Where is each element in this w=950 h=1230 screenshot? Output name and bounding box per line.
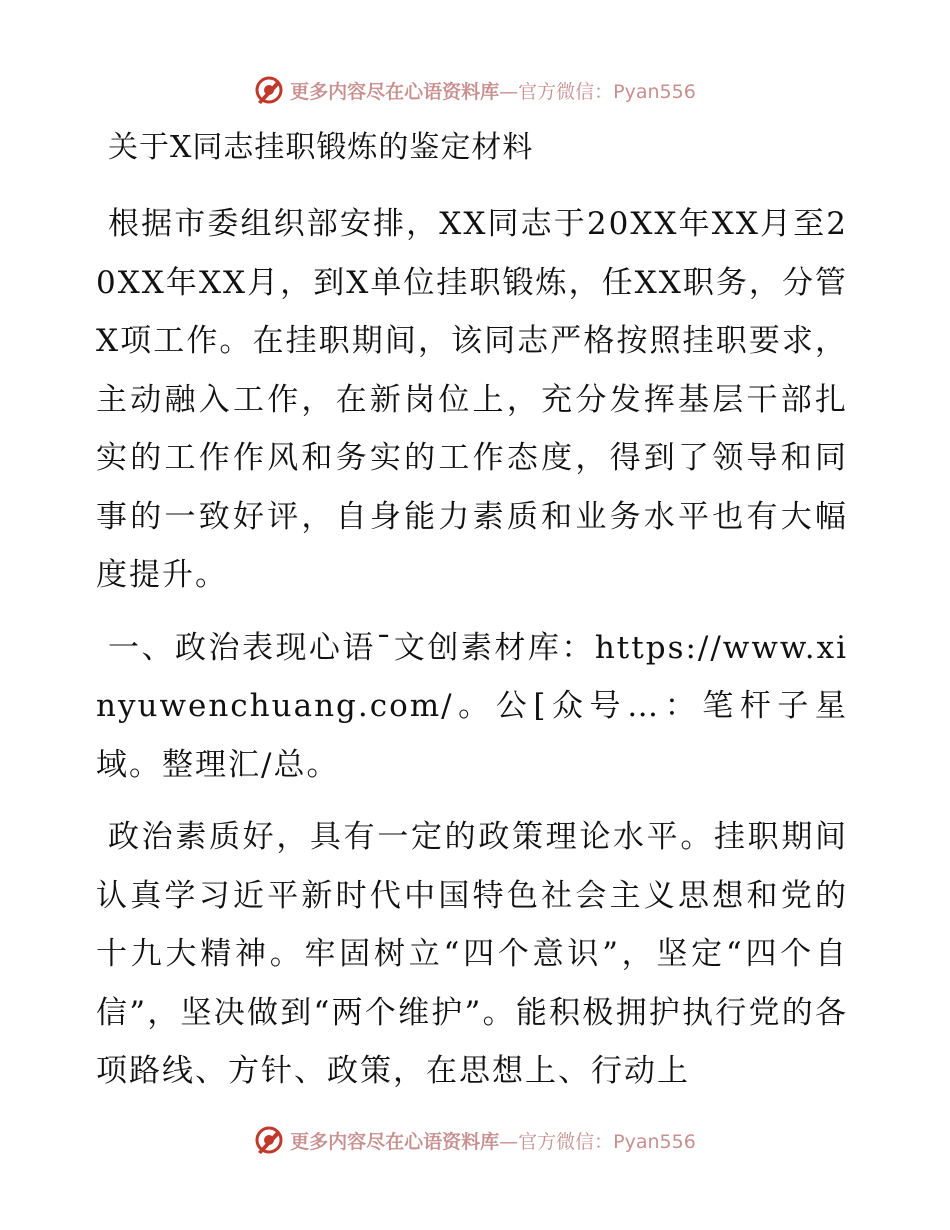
footer-banner [0,1120,950,1160]
banner-tail-text: —官方微信：Pyan556 [499,80,696,103]
banner-lead-text: 更多内容尽在心语资料库 [290,80,500,103]
paragraph-section-heading: 一、政治表现心语¯文创素材库：https://www.xinyuwenchuang.com/。公[众号…：笔杆子星域。整理汇/总。 [96,629,848,783]
banner-lead-text: 更多内容尽在心语资料库 [290,1130,500,1153]
document-body [96,124,848,1101]
paragraph-political-quality: 政治素质好，具有一定的政策理论水平。挂职期间认真学习近平新时代中国特色社会主义思想和党的十九大精神。牢固树立“四个意识”，坚定“四个自信”，坚决做到“两个维护”。能积极拥护执行党的各项路线、方针、政策，在思想上、行动上 [96,819,848,1089]
red-pen-circle-logo-icon [254,75,284,105]
red-pen-circle-logo-icon [254,1125,284,1155]
paragraph-intro: 根据市委组织部安排，XX同志于20XX年XX月至20XX年XX月，到X单位挂职锻炼，任XX职务，分管X项工作。在挂职期间，该同志严格按照挂职要求，主动融入工作，在新岗位上，充分发挥基层干部扎实的工作作风和务实的工作态度，得到了领导和同事的一致好评，自身能力素质和业务水平也有大幅度提升。 [96,206,848,593]
document-title: 关于X同志挂职锻炼的鉴定材料 [108,130,534,165]
header-banner [0,70,950,110]
banner-tail-text: —官方微信：Pyan556 [499,1130,696,1153]
